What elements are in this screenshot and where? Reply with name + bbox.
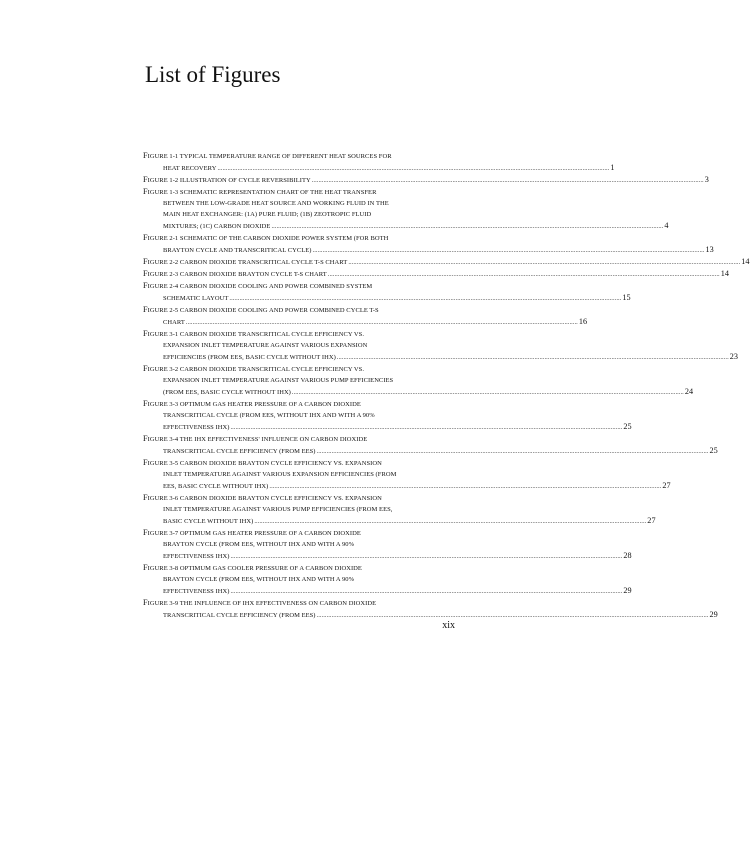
figure-entry[interactable] [143, 527, 632, 562]
dot-leader [230, 422, 622, 433]
figure-caption-line: EFFECTIVENESS IHX) [163, 553, 230, 560]
figure-caption-line: EXPANSION INLET TEMPERATURE AGAINST VARIOUS EXPANSION [163, 342, 368, 349]
figure-caption-line: CARBON DIOXIDE COOLING AND POWER COMBINED CYCLE T-S [179, 307, 379, 314]
figure-entry-text [143, 256, 347, 268]
figure-caption-line: CARBON DIOXIDE TRANSCRITICAL CYCLE EFFICIENCY VS. [179, 331, 365, 338]
figure-label: FIGURE 2-1 [143, 233, 179, 242]
figure-caption-line: HEAT RECOVERY [163, 165, 217, 172]
figure-entry[interactable] [143, 433, 718, 457]
figure-caption-line: EFFECTIVENESS IHX) [163, 424, 230, 431]
figure-label: FIGURE 3-5 [143, 458, 179, 467]
figure-page-number: 14 [720, 269, 730, 278]
figure-entry-last-line [143, 268, 730, 280]
figure-caption-line: SCHEMATIC LAYOUT [163, 295, 229, 302]
dot-leader [348, 257, 740, 268]
dot-leader [186, 317, 578, 328]
figure-label: FIGURE 3-6 [143, 493, 179, 502]
dot-leader [230, 551, 622, 562]
figure-entry-last-line [143, 386, 694, 398]
figure-entry-line [143, 492, 455, 504]
dot-leader [254, 516, 646, 527]
figure-caption-line: EES, BASIC CYCLE WITHOUT IHX) [163, 483, 269, 490]
figure-entry-line [143, 457, 455, 469]
figure-entry[interactable] [143, 268, 730, 280]
figure-entry-line [143, 410, 455, 421]
figure-caption-line: OPTIMUM GAS COOLER PRESSURE OF A CARBON DIOXIDE [179, 565, 362, 572]
page-title: List of Figures [145, 62, 281, 87]
figure-page-number: 14 [741, 257, 750, 266]
figure-entry-last-line [143, 292, 631, 304]
figure-page-number: 13 [705, 245, 714, 254]
figure-caption-line: CARBON DIOXIDE BRAYTON CYCLE T-S CHART [179, 271, 327, 278]
figure-entry-line [143, 597, 455, 609]
dot-leader [217, 163, 609, 174]
figure-entry-text [163, 293, 228, 304]
figure-page-number: 1 [610, 163, 615, 172]
figure-caption-line: THE INFLUENCE OF IHX EFFECTIVENESS ON CARBON DIOXIDE [179, 600, 377, 607]
dot-leader [317, 610, 709, 621]
figure-caption-line: CHART [163, 319, 185, 326]
figure-caption-line: BETWEEN THE LOW-GRADE HEAT SOURCE AND WORKING FLUID IN THE [163, 200, 389, 207]
figure-entry-text [163, 245, 312, 256]
figure-entry-line [143, 574, 455, 585]
figure-entry-line [143, 186, 455, 198]
figure-caption-line: EFFICIENCIES (FROM EES, BASIC CYCLE WITHOUT IHX) [163, 354, 336, 361]
figure-entry-last-line [143, 609, 718, 621]
figure-page-number: 3 [704, 175, 709, 184]
figure-entry[interactable] [143, 457, 671, 492]
figure-entry-line [143, 280, 455, 292]
figure-entry-line [143, 469, 455, 480]
figure-caption-line: TRANSCRITICAL CYCLE EFFICIENCY (FROM EES) [163, 612, 316, 619]
dot-leader [269, 481, 661, 492]
figure-page-number: 28 [623, 551, 632, 560]
figure-page-number: 29 [623, 586, 632, 595]
dot-leader [229, 293, 621, 304]
figure-entry-text [163, 317, 185, 328]
figure-label: FIGURE 2-3 [143, 269, 179, 278]
figure-entry[interactable] [143, 232, 714, 256]
figure-entry-line [143, 398, 455, 410]
figure-entry-line [143, 363, 455, 375]
figure-entry-text [163, 446, 316, 457]
figure-caption-line: INLET TEMPERATURE AGAINST VARIOUS EXPANSION EFFICIENCIES (FROM [163, 471, 397, 478]
figure-entry-last-line [143, 351, 739, 363]
figure-caption-line: OPTIMUM GAS HEATER PRESSURE OF A CARBON DIOXIDE [179, 530, 361, 537]
figure-label: FIGURE 3-1 [143, 329, 179, 338]
figure-label: FIGURE 2-4 [143, 281, 179, 290]
figure-entry[interactable] [143, 597, 718, 621]
figure-entry[interactable] [143, 280, 631, 304]
figure-entry-text [163, 551, 229, 562]
figure-entry-last-line [143, 480, 671, 492]
figure-entry-line [143, 232, 455, 244]
figure-caption-line: TYPICAL TEMPERATURE RANGE OF DIFFERENT HEAT SOURCES FOR [179, 153, 392, 160]
figure-entry-line [143, 340, 455, 351]
figure-entry-line [143, 375, 455, 386]
dot-leader [230, 586, 622, 597]
figure-entry-last-line [143, 445, 718, 457]
figure-entry-text [163, 163, 216, 174]
figure-entry[interactable] [143, 492, 656, 527]
figure-label: FIGURE 1-1 [143, 151, 179, 160]
figure-page-number: 16 [578, 317, 588, 326]
figure-caption-line: EFFECTIVENESS IHX) [163, 588, 230, 595]
figure-entry[interactable] [143, 562, 632, 597]
figure-label: FIGURE 3-7 [143, 528, 179, 537]
figure-entry-last-line [143, 585, 632, 597]
figure-caption-line: CARBON DIOXIDE COOLING AND POWER COMBINED SYSTEM [179, 283, 373, 290]
dot-leader [317, 446, 709, 457]
figure-entry[interactable] [143, 174, 709, 186]
figure-caption-line: (FROM EES, BASIC CYCLE WITHOUT IHX) [163, 389, 291, 396]
dot-leader [313, 245, 705, 256]
figure-entry-line [143, 562, 455, 574]
figure-caption-line: SCHEMATIC OF THE CARBON DIOXIDE POWER SYSTEM (FOR BOTH [179, 235, 389, 242]
figure-page-number: 25 [623, 422, 632, 431]
figure-page-number: 4 [664, 221, 669, 230]
figure-entry-line [143, 150, 455, 162]
figure-entry-last-line [143, 316, 588, 328]
figure-entry-line [143, 209, 455, 220]
figure-label: FIGURE 1-3 [143, 187, 179, 196]
figure-entry-text [163, 610, 316, 621]
dot-leader [328, 269, 720, 280]
figure-label: FIGURE 3-2 [143, 364, 179, 373]
figure-page-number: 25 [709, 446, 718, 455]
figure-entry-line [143, 328, 455, 340]
figure-caption-line: TRANSCRITICAL CYCLE EFFICIENCY (FROM EES) [163, 448, 316, 455]
figure-caption-line: CARBON DIOXIDE BRAYTON CYCLE EFFICIENCY VS. EXPANSION [179, 460, 382, 467]
figure-caption-line: INLET TEMPERATURE AGAINST VARIOUS PUMP EFFICIENCIES (FROM EES, [163, 506, 393, 513]
figure-label: FIGURE 3-9 [143, 598, 179, 607]
dot-leader [312, 175, 704, 186]
figure-caption-line: CARBON DIOXIDE TRANSCRITICAL CYCLE EFFICIENCY VS. [179, 366, 365, 373]
figure-entry-text [143, 174, 311, 186]
figure-caption-line: SCHEMATIC REPRESENTATION CHART OF THE HEAT TRANSFER [179, 189, 377, 196]
dot-leader [271, 221, 663, 232]
figure-entry-text [163, 516, 253, 527]
figure-caption-line: MIXTURES; (1C) CARBON DIOXIDE [163, 223, 271, 230]
figure-page-number: 29 [709, 610, 718, 619]
figure-entry-last-line [143, 550, 632, 562]
figure-entry-line [143, 539, 455, 550]
figure-label: FIGURE 1-2 [143, 175, 179, 184]
figure-page-number: 27 [662, 481, 671, 490]
figure-caption-line: OPTIMUM GAS HEATER PRESSURE OF A CARBON DIOXIDE [179, 401, 361, 408]
figure-caption-line: ILLUSTRATION OF CYCLE REVERSIBILITY [179, 177, 311, 184]
figure-list [143, 150, 750, 621]
figure-page-number: 23 [729, 352, 739, 361]
figure-entry-line [143, 527, 455, 539]
figure-entry-text [163, 221, 270, 232]
figure-entry[interactable] [143, 304, 588, 328]
figure-entry-last-line [143, 174, 709, 186]
figure-entry-last-line [143, 515, 656, 527]
figure-entry-text [163, 352, 336, 363]
figure-entry[interactable] [143, 186, 669, 232]
figure-caption-line: EXPANSION INLET TEMPERATURE AGAINST VARIOUS PUMP EFFICIENCIES [163, 377, 394, 384]
figure-entry-text [163, 422, 229, 433]
figure-entry-line [143, 433, 455, 445]
figure-page-number: 24 [684, 387, 694, 396]
figure-entry[interactable] [143, 150, 615, 174]
figure-entry-last-line [143, 256, 750, 268]
figure-caption-line: THE IHX EFFECTIVENESS' INFLUENCE ON CARBON DIOXIDE [179, 436, 368, 443]
figure-entry[interactable] [143, 398, 632, 433]
figure-entry-last-line [143, 162, 615, 174]
figure-entry-last-line [143, 220, 669, 232]
figure-label: FIGURE 2-5 [143, 305, 179, 314]
figure-caption-line: BRAYTON CYCLE AND TRANSCRITICAL CYCLE) [163, 247, 312, 254]
figure-label: FIGURE 3-4 [143, 434, 179, 443]
dot-leader [337, 352, 729, 363]
figure-entry-line [143, 198, 455, 209]
figure-entry-text [143, 268, 327, 280]
figure-caption-line: CARBON DIOXIDE BRAYTON CYCLE EFFICIENCY VS. EXPANSION [179, 495, 382, 502]
figure-caption-line: BRAYTON CYCLE (FROM EES, WITHOUT IHX AND WITH A 90% [163, 541, 355, 548]
figure-entry-text [163, 481, 268, 492]
figure-caption-line: CARBON DIOXIDE TRANSCRITICAL CYCLE T-S CHART [179, 259, 348, 266]
figure-entry-last-line [143, 244, 714, 256]
figure-entry[interactable] [143, 328, 739, 363]
figure-page-number: 27 [647, 516, 656, 525]
figure-entry-line [143, 504, 455, 515]
figure-caption-line: TRANSCRITICAL CYCLE (FROM EES, WITHOUT IHX AND WITH A 90% [163, 412, 375, 419]
page-number: xix [442, 620, 455, 631]
figure-entry-text [163, 586, 229, 597]
figure-entry-last-line [143, 421, 632, 433]
figure-entry[interactable] [143, 256, 750, 268]
figure-label: FIGURE 3-3 [143, 399, 179, 408]
figure-label: FIGURE 2-2 [143, 257, 179, 266]
figure-entry-text [163, 387, 291, 398]
figure-entry[interactable] [143, 363, 694, 398]
figure-caption-line: BRAYTON CYCLE (FROM EES, WITHOUT IHX AND WITH A 90% [163, 576, 355, 583]
figure-caption-line: BASIC CYCLE WITHOUT IHX) [163, 518, 254, 525]
figure-label: FIGURE 3-8 [143, 563, 179, 572]
figure-entry-line [143, 304, 455, 316]
figure-page-number: 15 [622, 293, 631, 302]
figure-caption-line: MAIN HEAT EXCHANGER: (1A) PURE FLUID; (1B) ZEOTROPIC FLUID [163, 211, 372, 218]
dot-leader [292, 387, 684, 398]
